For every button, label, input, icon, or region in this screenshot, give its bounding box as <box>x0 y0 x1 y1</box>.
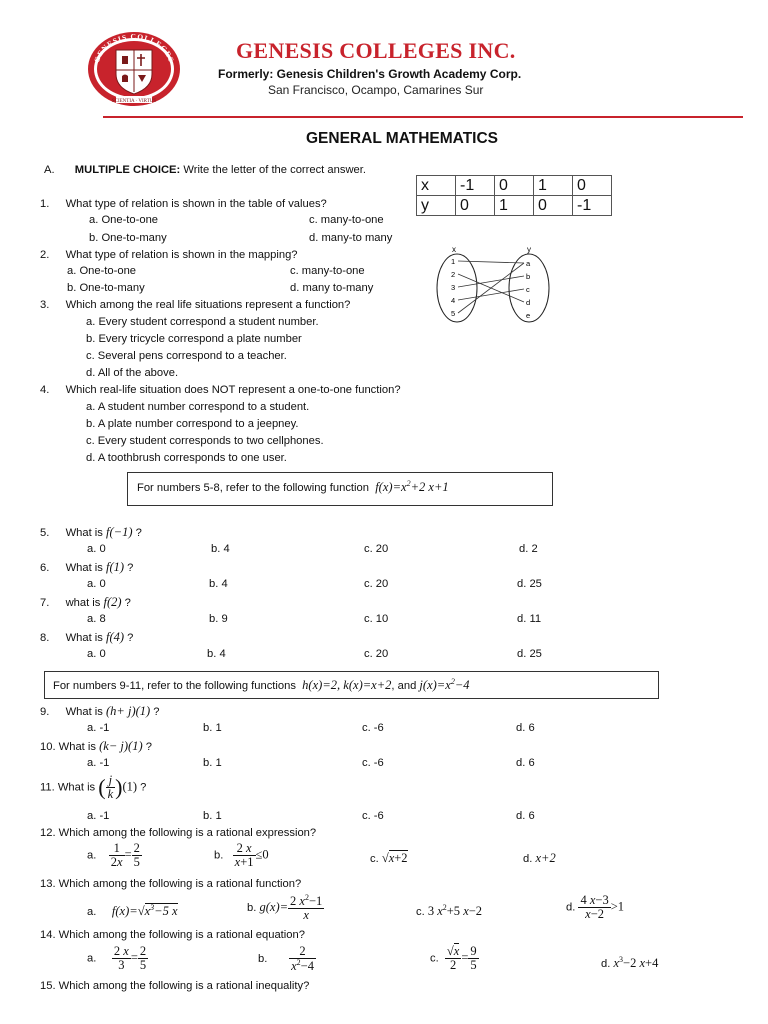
table-cell: 0 <box>573 176 612 196</box>
q10-option-a: a. -1 <box>87 757 110 769</box>
range-d: d <box>526 298 531 307</box>
question-number: 9. <box>40 706 50 718</box>
question-9: 9. What is (h+ j)(1) ? <box>40 704 160 718</box>
q2-option-d: d. many to-many <box>290 282 374 294</box>
q10-option-d: d. 6 <box>516 757 535 769</box>
section-a-label: A. <box>44 164 55 176</box>
question-text: What is <box>65 706 103 718</box>
q8-option-d: d. 25 <box>517 648 542 660</box>
q8-option-b: b. 4 <box>207 648 226 660</box>
former-name: Formerly: Genesis Children's Growth Academy Corp. <box>218 67 522 81</box>
question-2 <box>40 249 298 261</box>
question-number: 8. <box>40 632 50 644</box>
question-number: 11. <box>40 781 55 794</box>
mapping-y-label: y <box>527 245 531 254</box>
q3-option-a: a. Every student correspond a student number. <box>86 316 319 328</box>
q1-option-b: b. One-to-many <box>89 232 167 244</box>
question-number: 13. <box>40 878 56 890</box>
question-3 <box>40 299 350 311</box>
table-cell: y <box>417 196 456 216</box>
q9-option-a: a. -1 <box>87 722 110 734</box>
mapping-x-label: x <box>452 245 456 254</box>
q13-option-a: a. $f(x)=√x^3-5$ x <box>87 903 178 919</box>
question-text: what is <box>65 597 101 609</box>
table-cell: 0 <box>495 176 534 196</box>
q6-option-b: b. 4 <box>209 578 228 590</box>
q8-option-a: a. 0 <box>87 648 106 660</box>
question-text: Which among the following is a rational inequality? <box>58 980 310 992</box>
question-text: What type of relation is shown in the table of values? <box>65 198 327 210</box>
domain-2: 2 <box>451 270 456 279</box>
question-10: 10. What is (k− j)(1) ? <box>40 739 152 753</box>
q7-option-d: d. 11 <box>517 613 542 625</box>
q1-option-a: a. One-to-one <box>89 214 159 226</box>
q11-option-a: a. -1 <box>87 810 110 822</box>
q7-option-c: c. 10 <box>364 613 389 625</box>
question-12 <box>40 827 316 839</box>
q14-option-c: c. $\frac{√x}{2}$ = $\frac{9}{5}$ <box>430 944 477 973</box>
q10-option-b: b. 1 <box>203 757 222 769</box>
table-row <box>417 196 612 216</box>
q3-option-b: b. Every tricycle correspond a plate number <box>86 333 302 345</box>
q12-option-c: c. √x+2 <box>370 851 408 865</box>
section-a-instruction: Write the letter of the correct answer. <box>183 164 366 176</box>
q14-option-b: b. $\frac{2}{x^2-4}$ <box>258 944 314 974</box>
domain-1: 1 <box>451 257 456 266</box>
question-text: What is <box>65 527 103 539</box>
question-number: 5. <box>40 527 50 539</box>
question-number: 6. <box>40 562 50 574</box>
q14-option-d: d. $x^3-2$ x+4 <box>601 955 659 971</box>
table-cell: 1 <box>534 176 573 196</box>
q6-option-c: c. 20 <box>364 578 389 590</box>
q3-option-d: d. All of the above. <box>86 367 179 379</box>
q1-option-d: d. many-to many <box>309 232 393 244</box>
q3-option-c: c. Several pens correspond to a teacher. <box>86 350 287 362</box>
question-number: 7. <box>40 597 50 609</box>
q7-option-a: a. 8 <box>87 613 106 625</box>
question-number: 15. <box>40 980 56 992</box>
question-text: What is <box>65 632 103 644</box>
table-cell: x <box>417 176 456 196</box>
domain-5: 5 <box>451 309 456 318</box>
q5-option-d: d. 2 <box>519 543 538 555</box>
school-name: GENESIS COLLEGES INC. <box>236 38 516 63</box>
subject-title: GENERAL MATHEMATICS <box>306 130 499 147</box>
question-number: 12. <box>40 827 56 839</box>
q12-option-a: a. $\frac{1}{2x}$ = $\frac{2}{5}$ <box>87 841 140 870</box>
q11-option-c: c. -6 <box>362 810 384 822</box>
q9-option-c: c. -6 <box>362 722 384 734</box>
q12-option-b: b. $\frac{2 x}{x+1}$ ≤0 <box>214 841 269 870</box>
question-1 <box>40 198 327 210</box>
q5-option-a: a. 0 <box>87 543 106 555</box>
table-cell: 0 <box>456 196 495 216</box>
table-cell: -1 <box>573 196 612 216</box>
question-text: What is <box>58 741 96 753</box>
question-text: Which among the following is a rational expression? <box>58 827 317 839</box>
q8-option-c: c. 20 <box>364 648 389 660</box>
question-15 <box>40 980 309 992</box>
q10-option-c: c. -6 <box>362 757 384 769</box>
section-a-heading <box>44 164 366 176</box>
question-number: 4. <box>40 384 50 396</box>
question-4 <box>40 384 401 396</box>
table-cell: 0 <box>534 196 573 216</box>
q11-option-d: d. 6 <box>516 810 535 822</box>
range-a: a <box>526 259 531 268</box>
q5-option-c: c. 20 <box>364 543 389 555</box>
question-14 <box>40 929 305 941</box>
q12-option-d: d. x+2 <box>523 851 556 865</box>
question-text: Which among the following is a rational function? <box>58 878 302 890</box>
q9-option-d: d. 6 <box>516 722 535 734</box>
logo-ring-text: GENESIS COLLEGES <box>91 31 177 64</box>
range-b: b <box>526 272 531 281</box>
question-number: 2. <box>40 249 50 261</box>
range-e: e <box>526 311 531 320</box>
q6-option-a: a. 0 <box>87 578 106 590</box>
domain-3: 3 <box>451 283 456 292</box>
instruction-box-9-11-text: For numbers 9-11, refer to the following functions h(x)=2, k(x)=x+2, and $j(x)=x^2-4$ <box>53 677 470 693</box>
q4-option-c: c. Every student corresponds to two cellphones. <box>86 435 324 447</box>
question-number: 10. <box>40 741 56 753</box>
table-cell: -1 <box>456 176 495 196</box>
school-logo <box>86 30 182 108</box>
function-f: $f(x)=x^2+2$ x+1 <box>372 479 449 495</box>
q1-option-c: c. many-to-one <box>309 214 384 226</box>
school-address: San Francisco, Ocampo, Camarines Sur <box>268 83 484 97</box>
question-text: What type of relation is shown in the mapping? <box>65 249 298 261</box>
question-text: Which among the following is a rational equation? <box>58 929 305 941</box>
q9-option-b: b. 1 <box>203 722 222 734</box>
q4-option-b: b. A plate number correspond to a jeepney. <box>86 418 299 430</box>
q4-option-a: a. A student number correspond to a student. <box>86 401 310 413</box>
q14-option-a: a. $\frac{2 x}{3}$ = $\frac{2}{5}$ <box>87 944 147 973</box>
mapping-diagram <box>425 240 565 326</box>
question-13 <box>40 878 301 890</box>
table-of-values <box>416 175 612 216</box>
question-number: 3. <box>40 299 50 311</box>
instruction-box-5-8-text: For numbers 5-8, refer to the following function $f(x)=x^2+2$ x+1 <box>137 479 449 495</box>
q2-option-b: b. One-to-many <box>67 282 145 294</box>
q2-option-c: c. many-to-one <box>290 265 365 277</box>
question-text: Which among the real life situations represent a function? <box>65 299 351 311</box>
question-5: 5. What is f(−1) ? <box>40 525 142 539</box>
table-row <box>417 176 612 196</box>
q13-option-c: c. 3 $x^2+5$ x−2 <box>416 903 483 919</box>
question-text: What is <box>65 562 103 574</box>
q2-option-a: a. One-to-one <box>67 265 137 277</box>
question-text: What is <box>57 781 96 794</box>
domain-4: 4 <box>451 296 456 305</box>
question-7: 7. what is f(2) ? <box>40 595 131 609</box>
question-number: 14. <box>40 929 56 941</box>
q7-option-b: b. 9 <box>209 613 228 625</box>
q4-option-d: d. A toothbrush corresponds to one user. <box>86 452 287 464</box>
logo-motto: SCIENTIA · VIRTUS <box>111 99 157 104</box>
question-number: 1. <box>40 198 50 210</box>
q11-option-b: b. 1 <box>203 810 222 822</box>
range-c: c <box>526 285 530 294</box>
q6-option-d: d. 25 <box>517 578 542 590</box>
question-11: 11. What is ( $\frac{j}{k}$ )(1) ? <box>40 773 147 802</box>
q5-option-b: b. 4 <box>211 543 230 555</box>
question-8: 8. What is f(4) ? <box>40 630 134 644</box>
question-text: Which real-life situation does NOT represent a one-to-one function? <box>65 384 401 396</box>
q13-option-b: b. g(x)= $\frac{2 x^2-1}{x}$ <box>247 893 323 923</box>
header-divider <box>103 116 743 118</box>
question-6: 6. What is f(1) ? <box>40 560 134 574</box>
section-a-title: MULTIPLE CHOICE: <box>74 164 181 176</box>
q13-option-d: d. $\frac{4 x-3}{x-2}$ >1 <box>566 893 625 922</box>
table-cell: 1 <box>495 196 534 216</box>
